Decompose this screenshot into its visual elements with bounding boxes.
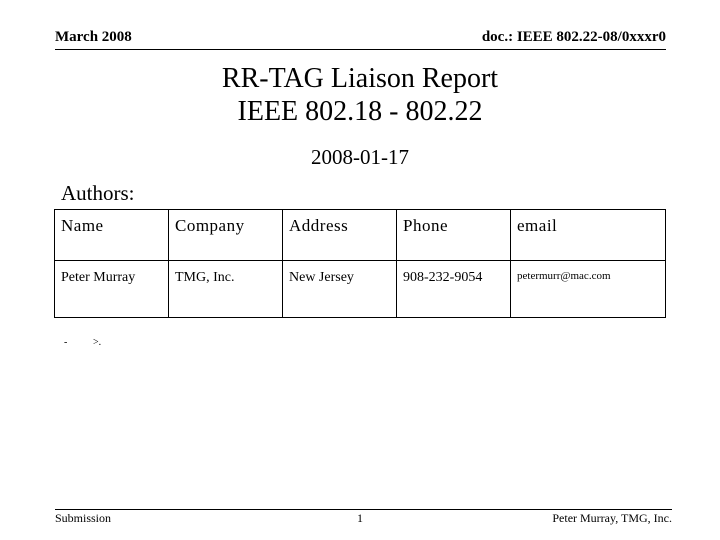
note-text: >. bbox=[93, 337, 102, 348]
footer-divider bbox=[55, 509, 672, 510]
title-line-2: IEEE 802.18 - 802.22 bbox=[237, 96, 483, 127]
table-header-row bbox=[55, 210, 666, 261]
column-header-company: Company bbox=[169, 210, 283, 261]
report-date: 2008-01-17 bbox=[311, 145, 409, 169]
footer-page-number: 1 bbox=[357, 511, 363, 525]
author-name: Peter Murray bbox=[55, 261, 169, 318]
author-email: petermurr@mac.com bbox=[511, 261, 666, 318]
author-phone: 908-232-9054 bbox=[397, 261, 511, 318]
note-bullet: - bbox=[64, 337, 68, 348]
authors-heading: Authors: bbox=[61, 181, 135, 205]
title-line-1: RR-TAG Liaison Report bbox=[221, 63, 499, 94]
column-header-phone: Phone bbox=[397, 210, 511, 261]
authors-table bbox=[54, 209, 666, 318]
header-divider bbox=[55, 49, 666, 50]
footer-author: Peter Murray, TMG, Inc. bbox=[552, 511, 672, 525]
column-header-name: Name bbox=[55, 210, 169, 261]
column-header-address: Address bbox=[283, 210, 397, 261]
column-header-email: email bbox=[511, 210, 666, 261]
author-address: New Jersey bbox=[283, 261, 397, 318]
footer-submission: Submission bbox=[55, 511, 112, 525]
header-date: March 2008 bbox=[55, 29, 132, 45]
author-company: TMG, Inc. bbox=[169, 261, 283, 318]
header-doc-id: doc.: IEEE 802.22-08/0xxxr0 bbox=[481, 29, 666, 45]
table-row bbox=[55, 261, 666, 318]
page-title bbox=[0, 62, 720, 128]
